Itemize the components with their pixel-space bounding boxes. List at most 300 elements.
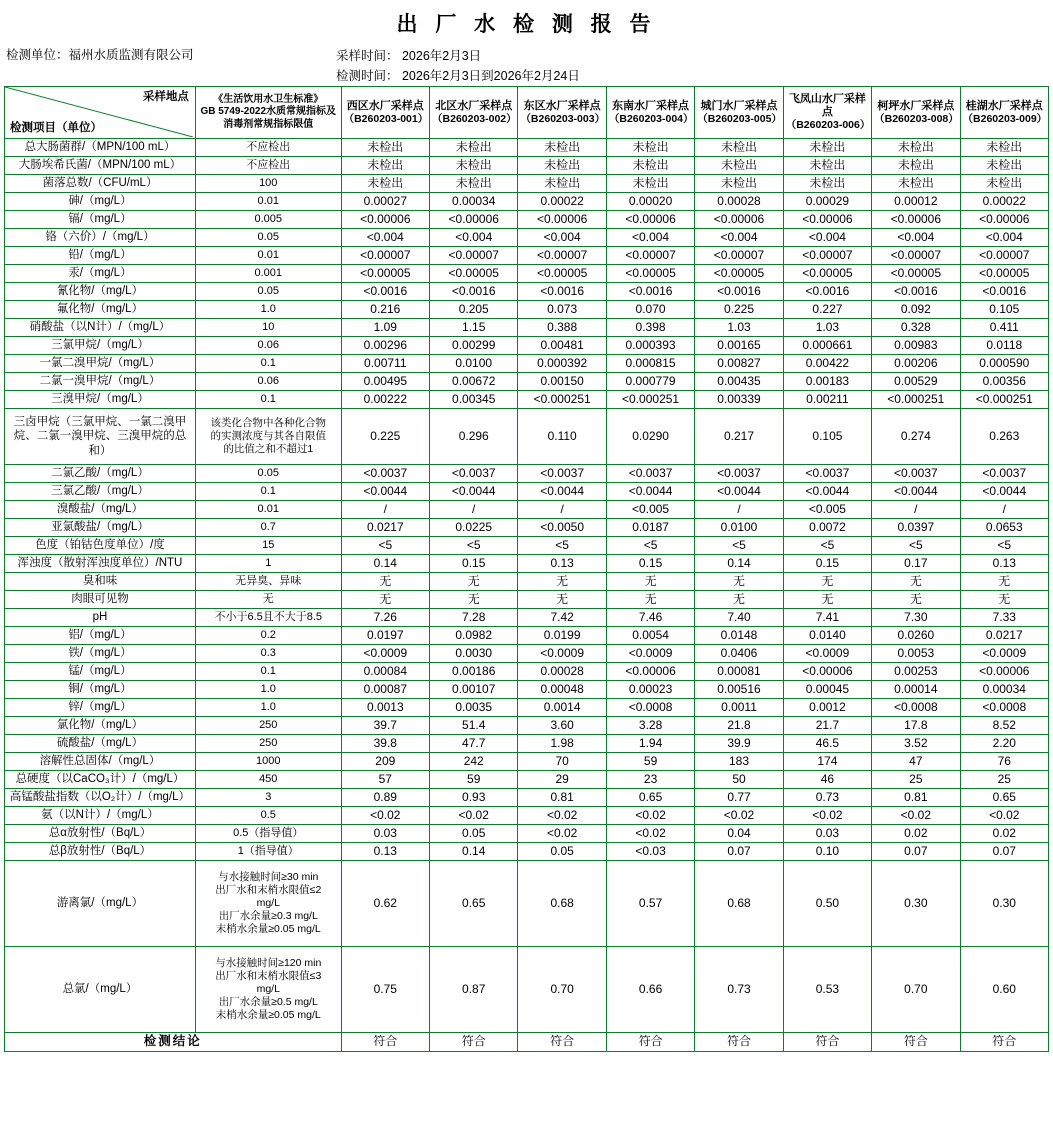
table-row (5, 627, 1049, 645)
row-standard-limit: 1000 (195, 753, 341, 771)
row-value: 0.0982 (430, 627, 518, 645)
row-value: 0.00356 (960, 373, 1048, 391)
row-value: <0.0016 (341, 283, 429, 301)
table-row (5, 735, 1049, 753)
row-value: 0.00023 (606, 681, 694, 699)
row-value: 0.87 (430, 947, 518, 1033)
row-standard-limit: 0.05 (195, 465, 341, 483)
row-value: <0.0037 (872, 465, 960, 483)
row-value: <0.0008 (872, 699, 960, 717)
row-value: <0.00007 (341, 247, 429, 265)
row-value: 7.28 (430, 609, 518, 627)
row-value: <0.00007 (783, 247, 871, 265)
row-value: <0.00005 (872, 265, 960, 283)
standard-line: 末梢水余量≥0.05 mg/L (215, 923, 321, 936)
row-value: 46.5 (783, 735, 871, 753)
standard-line: 出厂水和末梢水限值≤3 (215, 969, 322, 982)
row-item-name: 浑浊度（散射浑浊度单位）/NTU (5, 555, 196, 573)
sample-time: 采样时间： 2026年2月3日 (336, 49, 482, 63)
row-value: 0.66 (606, 947, 694, 1033)
table-row (5, 465, 1049, 483)
row-item-name: 游离氯/（mg/L） (5, 861, 196, 947)
row-value: 0.13 (341, 843, 429, 861)
row-value: 0.205 (430, 301, 518, 319)
standard-line: 出厂水和末梢水限值≤2 (215, 883, 322, 896)
standard-line: 出厂水余量≥0.5 mg/L (218, 996, 318, 1009)
table-row (5, 283, 1049, 301)
row-value: 无 (960, 573, 1048, 591)
row-value: <0.0009 (341, 645, 429, 663)
row-value: 0.0030 (430, 645, 518, 663)
row-value: <5 (783, 537, 871, 555)
row-item-name: 氟化物/（mg/L） (5, 301, 196, 319)
row-value: <0.00005 (430, 265, 518, 283)
row-standard-limit: 0.1 (195, 483, 341, 501)
row-value: <0.0044 (783, 483, 871, 501)
row-value: <0.0016 (783, 283, 871, 301)
row-value: 未检出 (872, 157, 960, 175)
row-value: 0.00186 (430, 663, 518, 681)
row-standard-limit: 0.1 (195, 663, 341, 681)
row-value: 0.105 (960, 301, 1048, 319)
row-value: <0.00007 (606, 247, 694, 265)
row-value: 0.73 (783, 789, 871, 807)
row-standard-limit: 250 (195, 717, 341, 735)
row-item-name: 肉眼可见物 (5, 591, 196, 609)
row-value: 17.8 (872, 717, 960, 735)
row-value: 0.0187 (606, 519, 694, 537)
table-row (5, 825, 1049, 843)
row-value: 0.00165 (695, 337, 783, 355)
row-value: 0.65 (606, 789, 694, 807)
row-value: <0.0008 (960, 699, 1048, 717)
row-value: 0.0397 (872, 519, 960, 537)
row-value: 无 (341, 573, 429, 591)
row-value: 39.9 (695, 735, 783, 753)
row-value: 0.225 (341, 409, 429, 465)
row-value: 0.00048 (518, 681, 606, 699)
row-value: 0.60 (960, 947, 1048, 1033)
row-value: 未检出 (430, 139, 518, 157)
conclusion-label: 检测结论 (5, 1033, 342, 1052)
row-value: 174 (783, 753, 871, 771)
row-value: 0.0225 (430, 519, 518, 537)
row-value: <0.00007 (695, 247, 783, 265)
testing-unit: 检测单位：福州水质监测有限公司 (6, 48, 194, 62)
row-standard-limit: 100 (195, 175, 341, 193)
row-value: 未检出 (695, 157, 783, 175)
table-row (5, 265, 1049, 283)
row-value: / (872, 501, 960, 519)
row-value: <0.0016 (960, 283, 1048, 301)
row-value: <0.0037 (695, 465, 783, 483)
row-item-name: 砷/（mg/L） (5, 193, 196, 211)
standard-line: mg/L (256, 982, 280, 995)
row-item-name: 铝/（mg/L） (5, 627, 196, 645)
row-value: 0.328 (872, 319, 960, 337)
row-value: 0.00339 (695, 391, 783, 409)
row-value: 0.03 (341, 825, 429, 843)
row-value: <0.00006 (606, 211, 694, 229)
row-value: 0.00211 (783, 391, 871, 409)
table-row (5, 391, 1049, 409)
row-value: 0.00345 (430, 391, 518, 409)
table-row (5, 843, 1049, 861)
table-row (5, 771, 1049, 789)
row-standard-limit: 0.05 (195, 229, 341, 247)
standard-line-3: 消毒剂常规指标限值 (223, 118, 314, 130)
header-sampling-site-label: 采样地点 (142, 91, 189, 103)
row-value: 0.0011 (695, 699, 783, 717)
conclusion-value: 符合 (960, 1033, 1048, 1052)
row-value: 未检出 (606, 157, 694, 175)
row-value: 未检出 (872, 139, 960, 157)
row-value: <5 (341, 537, 429, 555)
row-value: 0.0054 (606, 627, 694, 645)
conclusion-value: 符合 (695, 1033, 783, 1052)
row-item-name: 铬（六价）/（mg/L） (5, 229, 196, 247)
row-value: 23 (606, 771, 694, 789)
row-value: 0.68 (695, 861, 783, 947)
row-value: <0.00006 (872, 211, 960, 229)
row-standard-limit: 0.005 (195, 211, 341, 229)
row-item-name: 菌落总数/（CFU/mL） (5, 175, 196, 193)
row-value: 无 (606, 573, 694, 591)
row-value: <0.02 (872, 807, 960, 825)
row-value: 未检出 (518, 139, 606, 157)
row-item-name: 一氯二溴甲烷/（mg/L） (5, 355, 196, 373)
row-value: 无 (606, 591, 694, 609)
row-value: 1.03 (783, 319, 871, 337)
header-corner-cell (5, 87, 196, 139)
row-value: 无 (960, 591, 1048, 609)
row-item-name: 氰化物/（mg/L） (5, 283, 196, 301)
row-value: 无 (518, 573, 606, 591)
row-value: <0.000251 (872, 391, 960, 409)
row-value: <0.00007 (872, 247, 960, 265)
row-value: <0.000251 (518, 391, 606, 409)
row-value: 7.42 (518, 609, 606, 627)
row-value: 0.0012 (783, 699, 871, 717)
row-value: <0.0008 (606, 699, 694, 717)
row-value: 无 (872, 591, 960, 609)
row-value: 7.41 (783, 609, 871, 627)
row-value: 0.81 (518, 789, 606, 807)
row-value: 0.68 (518, 861, 606, 947)
row-value: <0.0050 (518, 519, 606, 537)
row-value: 0.00034 (960, 681, 1048, 699)
row-value: <0.0016 (695, 283, 783, 301)
row-value: 0.00020 (606, 193, 694, 211)
row-value: 0.388 (518, 319, 606, 337)
table-row (5, 139, 1049, 157)
row-value: 0.00107 (430, 681, 518, 699)
row-value: 1.94 (606, 735, 694, 753)
row-value: 未检出 (606, 139, 694, 157)
row-value: 0.00022 (960, 193, 1048, 211)
row-value: 0.14 (430, 843, 518, 861)
row-value: 0.0100 (430, 355, 518, 373)
row-value: 0.00481 (518, 337, 606, 355)
row-value: 0.13 (518, 555, 606, 573)
conclusion-value: 符合 (341, 1033, 429, 1052)
row-value: <0.0044 (695, 483, 783, 501)
table-row (5, 789, 1049, 807)
row-value: 3.28 (606, 717, 694, 735)
row-value: 0.00827 (695, 355, 783, 373)
table-row (5, 699, 1049, 717)
row-value: <5 (518, 537, 606, 555)
row-value: <5 (430, 537, 518, 555)
row-value: 0.0406 (695, 645, 783, 663)
row-value: <0.004 (960, 229, 1048, 247)
row-value: 0.0014 (518, 699, 606, 717)
row-value: 0.00435 (695, 373, 783, 391)
row-value: <5 (960, 537, 1048, 555)
row-value: 0.00084 (341, 663, 429, 681)
row-value: <0.00006 (960, 663, 1048, 681)
table-row (5, 157, 1049, 175)
header-site-6: 飞凤山水厂采样点 （B260203-006） (783, 87, 871, 139)
row-value: <5 (872, 537, 960, 555)
row-value: 0.10 (783, 843, 871, 861)
row-value: 0.89 (341, 789, 429, 807)
row-value: <0.000251 (960, 391, 1048, 409)
row-value: 未检出 (960, 157, 1048, 175)
row-value: <0.02 (430, 807, 518, 825)
row-value: 无 (430, 573, 518, 591)
standard-line: mg/L (256, 896, 280, 909)
row-value: 0.03 (783, 825, 871, 843)
row-value: 0.0217 (341, 519, 429, 537)
row-value: 50 (695, 771, 783, 789)
row-value: 0.73 (695, 947, 783, 1033)
row-value: 0.105 (783, 409, 871, 465)
conclusion-value: 符合 (518, 1033, 606, 1052)
row-item-name: 三氯乙酸/（mg/L） (5, 483, 196, 501)
table-row (5, 373, 1049, 391)
table-row (5, 337, 1049, 355)
header-standard-limit (195, 87, 341, 139)
row-standard-limit: 1.0 (195, 681, 341, 699)
row-value: 0.000392 (518, 355, 606, 373)
row-standard-limit: 1（指导值） (195, 843, 341, 861)
row-item-name: pH (5, 609, 196, 627)
table-row (5, 681, 1049, 699)
row-value: 0.02 (872, 825, 960, 843)
row-item-name: 二氯一溴甲烷/（mg/L） (5, 373, 196, 391)
row-value: <0.004 (518, 229, 606, 247)
row-value: 0.216 (341, 301, 429, 319)
conclusion-row (5, 1033, 1049, 1052)
header-site-4: 东南水厂采样点 （B260203-004） (606, 87, 694, 139)
row-value: 未检出 (341, 175, 429, 193)
row-value: 0.00029 (783, 193, 871, 211)
row-value: 25 (872, 771, 960, 789)
row-value: 0.77 (695, 789, 783, 807)
row-value: 0.57 (606, 861, 694, 947)
row-standard-limit: 不应检出 (195, 139, 341, 157)
row-value: 0.65 (430, 861, 518, 947)
row-value: 0.81 (872, 789, 960, 807)
table-row (5, 247, 1049, 265)
row-value: 0.00711 (341, 355, 429, 373)
row-value: <0.02 (518, 825, 606, 843)
row-value: 未检出 (518, 157, 606, 175)
row-value: 0.0199 (518, 627, 606, 645)
row-value: 183 (695, 753, 783, 771)
row-value: <0.00005 (341, 265, 429, 283)
standard-line: 末梢水余量≥0.05 mg/L (215, 1009, 321, 1022)
row-standard-limit: 250 (195, 735, 341, 753)
header-site-5: 城门水厂采样点 （B260203-005） (695, 87, 783, 139)
row-value: 无 (341, 591, 429, 609)
row-value: 0.07 (695, 843, 783, 861)
row-value: 0.0100 (695, 519, 783, 537)
row-value: 0.15 (606, 555, 694, 573)
table-body (5, 139, 1049, 1033)
row-value: 0.05 (430, 825, 518, 843)
row-value: 7.46 (606, 609, 694, 627)
row-value: 7.33 (960, 609, 1048, 627)
row-standard-limit: 0.06 (195, 337, 341, 355)
row-value: 21.7 (783, 717, 871, 735)
row-value: 0.04 (695, 825, 783, 843)
row-value: 0.00028 (695, 193, 783, 211)
row-value: 0.0072 (783, 519, 871, 537)
row-standard-limit (195, 947, 341, 1033)
row-standard-limit: 0.7 (195, 519, 341, 537)
row-value: <0.0009 (606, 645, 694, 663)
conclusion-value: 符合 (872, 1033, 960, 1052)
row-value: 0.0118 (960, 337, 1048, 355)
row-value: 未检出 (518, 175, 606, 193)
table-row (5, 519, 1049, 537)
row-value: <0.0009 (783, 645, 871, 663)
row-value: 21.8 (695, 717, 783, 735)
row-value: 0.00206 (872, 355, 960, 373)
row-value: <0.004 (783, 229, 871, 247)
row-value: <0.02 (783, 807, 871, 825)
row-value: <0.02 (518, 807, 606, 825)
row-value: 0.00027 (341, 193, 429, 211)
row-value: 0.0197 (341, 627, 429, 645)
row-value: <0.00005 (960, 265, 1048, 283)
row-value: <0.00005 (606, 265, 694, 283)
row-value: 0.0035 (430, 699, 518, 717)
row-value: 0.53 (783, 947, 871, 1033)
row-item-name: 高锰酸盐指数（以O₂计）/（mg/L） (5, 789, 196, 807)
row-value: 0.0653 (960, 519, 1048, 537)
row-value: 未检出 (960, 139, 1048, 157)
row-standard-limit: 0.05 (195, 283, 341, 301)
row-value: 1.09 (341, 319, 429, 337)
row-standard-limit: 10 (195, 319, 341, 337)
table-row (5, 229, 1049, 247)
table-row (5, 555, 1049, 573)
row-standard-limit: 1 (195, 555, 341, 573)
row-value: <0.0044 (872, 483, 960, 501)
header-site-2: 北区水厂采样点 （B260203-002） (430, 87, 518, 139)
row-item-name: 氯化物/（mg/L） (5, 717, 196, 735)
row-value: 59 (606, 753, 694, 771)
row-value: 无 (695, 591, 783, 609)
table-row (5, 807, 1049, 825)
row-value: 0.15 (783, 555, 871, 573)
row-value: <0.005 (606, 501, 694, 519)
row-value: <0.000251 (606, 391, 694, 409)
row-value: <0.00005 (695, 265, 783, 283)
row-value: 0.0260 (872, 627, 960, 645)
row-value: 0.00150 (518, 373, 606, 391)
row-value: 无 (872, 573, 960, 591)
row-item-name: 铜/（mg/L） (5, 681, 196, 699)
row-value: 0.70 (518, 947, 606, 1033)
standard-line-2: GB 5749-2022水质常规指标及 (200, 106, 337, 118)
row-value: 未检出 (872, 175, 960, 193)
row-item-name: 铁/（mg/L） (5, 645, 196, 663)
row-value: <0.03 (606, 843, 694, 861)
row-value: 无 (783, 591, 871, 609)
row-value: / (518, 501, 606, 519)
row-standard-limit: 0.06 (195, 373, 341, 391)
row-value: 57 (341, 771, 429, 789)
row-value: 未检出 (960, 175, 1048, 193)
row-value: <0.02 (606, 825, 694, 843)
standard-line: 该类化合物中各种化合物 (210, 416, 326, 429)
table-row (5, 645, 1049, 663)
row-value: 46 (783, 771, 871, 789)
row-value: / (960, 501, 1048, 519)
table-row (5, 947, 1049, 1033)
row-value: 2.20 (960, 735, 1048, 753)
table-row (5, 175, 1049, 193)
row-value: 0.00422 (783, 355, 871, 373)
row-standard-limit: 无异臭、异味 (195, 573, 341, 591)
row-standard-limit: 不小于6.5且不大于8.5 (195, 609, 341, 627)
row-value: 无 (783, 573, 871, 591)
row-value: 0.05 (518, 843, 606, 861)
row-value: <5 (695, 537, 783, 555)
row-value: <0.00006 (960, 211, 1048, 229)
row-standard-limit (195, 861, 341, 947)
row-value: 76 (960, 753, 1048, 771)
row-item-name: 总大肠菌群/（MPN/100 mL） (5, 139, 196, 157)
row-value: 7.30 (872, 609, 960, 627)
row-value: 0.30 (960, 861, 1048, 947)
row-standard-limit: 0.01 (195, 247, 341, 265)
row-item-name: 总硬度（以CaCO₃计）/（mg/L） (5, 771, 196, 789)
header-site-8: 桂湖水厂采样点 （B260203-009） (960, 87, 1048, 139)
row-value: <0.02 (695, 807, 783, 825)
row-value: 0.263 (960, 409, 1048, 465)
row-standard-limit: 0.01 (195, 501, 341, 519)
row-value: 0.0140 (783, 627, 871, 645)
table-row (5, 717, 1049, 735)
conclusion-value: 符合 (430, 1033, 518, 1052)
row-standard-limit: 无 (195, 591, 341, 609)
row-value: 7.26 (341, 609, 429, 627)
row-value: 0.00014 (872, 681, 960, 699)
standard-line: 的实测浓度与其各自限值 (210, 429, 326, 442)
row-value: 无 (430, 591, 518, 609)
row-value: 0.000815 (606, 355, 694, 373)
row-value: 25 (960, 771, 1048, 789)
row-value: 0.00299 (430, 337, 518, 355)
report-meta (4, 44, 1049, 86)
row-value: <0.0016 (518, 283, 606, 301)
row-value: <0.00005 (518, 265, 606, 283)
